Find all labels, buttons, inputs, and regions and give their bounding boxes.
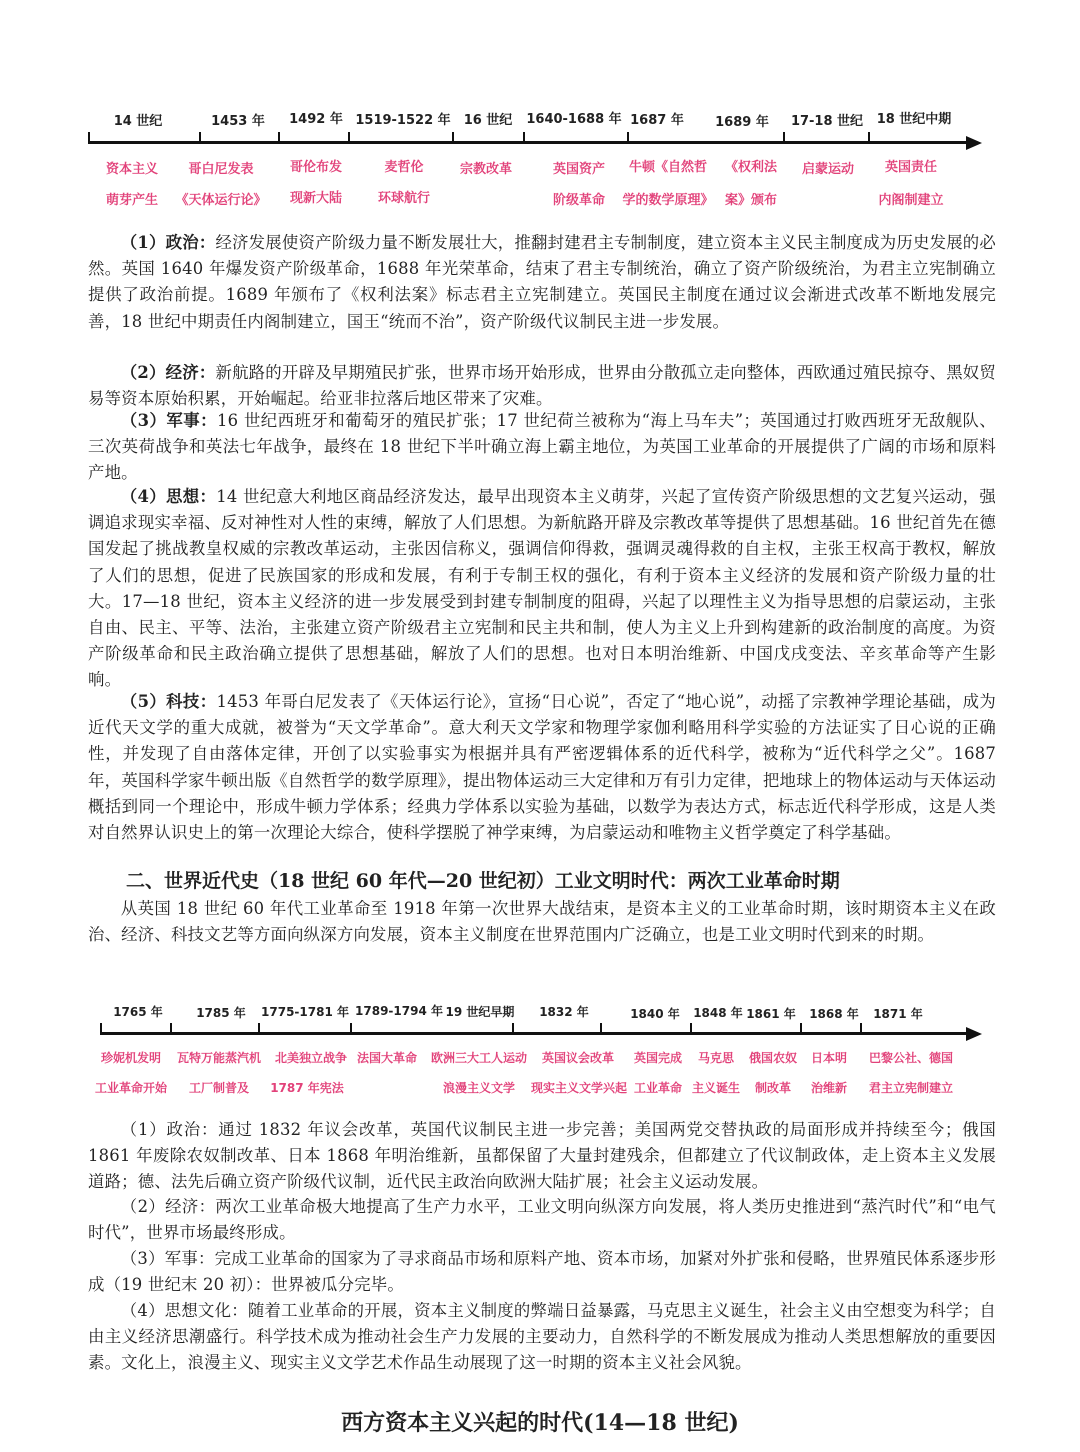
paragraph-economy-2: （2）经济：两次工业革命极大地提高了生产力水平，工业文明向纵深方向发展，将人类历史推进到“蒸汽时代”和“电气时代”，世界市场最终形成。: [88, 1197, 996, 1243]
timeline-event: 北美独立战争: [274, 1051, 348, 1065]
timeline-event: 工业革命开始: [94, 1081, 168, 1095]
timeline-event: 《权利法: [724, 160, 778, 175]
timeline-date: 16 世纪: [463, 113, 513, 128]
paragraph-culture-2: （4）思想文化：随着工业革命的开展，资本主义制度的弊端日益暴露，马克思主义诞生，社会主义由空想变为科学；自由主义经济思潮盛行。科学技术成为推动社会生产力发展的主要动力，自然科学的不断发展成为推动人类思想解放的重要因素。文化上，浪漫主义、现实主义文学艺术作品生动展现了这一时期的资本主义社会风貌。: [88, 1301, 996, 1373]
timeline-tick: [88, 132, 90, 142]
timeline-tick: [258, 1023, 260, 1033]
section-heading: 二、世界近代史（18 世纪 60 年代—20 世纪初）工业文明时代：两次工业革命时期: [126, 870, 840, 892]
timeline-event: 阶级革命: [552, 193, 606, 208]
paragraph-intro: 从英国 18 世纪 60 年代工业革命至 1918 年第一次世界大战结束，是资本主义的工业革命时期，该时期资本主义在政治、经济、科技文艺等方面向纵深方向发展，资本主义制度在世界范围内广泛确立，也是工业文明时代到来的时期。: [88, 899, 996, 945]
timeline-tick: [199, 132, 201, 142]
timeline-date: 1832 年: [539, 1005, 589, 1019]
timeline-tick: [868, 132, 870, 142]
paragraph-military-2: （3）军事：完成工业革命的国家为了寻求商品市场和原料产地、资本市场，加紧对外扩张和侵略，世界殖民体系逐步形成（19 世纪末 20 初）：世界被瓜分完毕。: [88, 1249, 996, 1295]
timeline-tick: [512, 1023, 514, 1033]
timeline-tick: [627, 132, 629, 142]
timeline-date: 19 世纪早期: [445, 1005, 515, 1019]
timeline-event: 现新大陆: [289, 191, 343, 206]
timeline-event: 启蒙运动: [801, 162, 855, 177]
arrow-right-icon: [966, 1027, 982, 1041]
timeline-event: 英国资产: [552, 162, 606, 177]
paragraph-politics: [88, 230, 996, 335]
timeline-event: 哥伦布发: [289, 160, 343, 175]
paragraph-text: 新航路的开辟及早期殖民扩张，世界市场开始形成，世界由分散孤立走向整体，西欧通过殖民掠夺、黑奴贸易等资本原始积累，开始崛起。给亚非拉落后地区带来了灾难。: [88, 363, 996, 409]
paragraph-science: [88, 689, 996, 846]
timeline-event: 浪漫主义文学: [442, 1081, 516, 1095]
timeline-date: 1848 年: [693, 1006, 743, 1020]
timeline-event: 英国完成: [633, 1051, 683, 1065]
timeline-event: 资本主义: [105, 162, 159, 177]
paragraph-text: 1453 年哥白尼发表了《天体运行论》，宣扬“日心说”，否定了“地心说”，动摇了宗教神学理论基础，成为近代天文学的重大成就，被誉为“天文学革命”。意大利天文学家和物理学家伽利略用科学实验的方法证实了日心说的正确性，并发现了自由落体定律，开创了以实验事实为根据并具有严密逻辑体系的近代科学，被称为“近代科学之父”。1687 年，英国科学家牛顿出版《自然哲学的数学原理》，提出物体运动三大定律和万有引力定律，把地球上的物体运动与天体运动概括到同一个理论中，形成牛顿力学体系；经典力学体系以实验为基础，以数学为表达方式，标志近代科学形成，这是人类对自然界认识史上的第一次理论大综合，使科学摆脱了神学束缚，为启蒙运动和唯物主义哲学奠定了科学基础。: [88, 692, 996, 843]
timeline-event: 治维新: [810, 1081, 848, 1095]
timeline-event: 巴黎公社、德国: [868, 1051, 954, 1065]
paragraph-text: 经济发展使资产阶级力量不断发展壮大，推翻封建君主专制制度，建立资本主义民主制度成为历史发展的必然。英国 1640 年爆发资产阶级革命，1688 年光荣革命，结束了君主专制统治，确立了资产阶级统治，为君主立宪制确立提供了政治前提。1689 年颁布了《权利法案》标志君主立宪制建立。英国民主制度在通过议会渐进式改革不断地发展完善，18 世纪中期责任内阁制建立，国王“统而不治”，资产阶级代议制民主进一步发展。: [88, 233, 996, 331]
timeline-date: 17-18 世纪: [790, 114, 864, 129]
timeline-tick: [690, 1023, 692, 1033]
timeline-tick: [523, 132, 525, 142]
timeline-date: 1689 年: [715, 115, 769, 130]
timeline-event: 法国大革命: [356, 1051, 418, 1065]
timeline-tick: [800, 1023, 802, 1033]
timeline-tick: [100, 1023, 102, 1033]
timeline-event: 君主立宪制建立: [868, 1081, 954, 1095]
paragraph-military: [88, 408, 996, 487]
timeline-event: 《天体运行论》: [175, 193, 267, 208]
timeline-date: 1765 年: [113, 1005, 163, 1019]
timeline-event: 环球航行: [377, 191, 431, 206]
timeline-event: 学的数学原理》: [622, 193, 714, 208]
timeline-date: 18 世纪中期: [876, 112, 952, 127]
paragraph-thought: [88, 484, 996, 694]
timeline-date: 1789-1794 年: [355, 1004, 443, 1018]
paragraph-label: （1）政治：: [120, 233, 216, 252]
paragraph-label: （4）思想：: [120, 487, 217, 506]
paragraph-label: （5）科技：: [120, 692, 217, 711]
timeline-date: 1519-1522 年: [355, 113, 451, 128]
paragraph-label: （3）军事：: [120, 411, 217, 430]
timeline-event: 萌芽产生: [105, 193, 159, 208]
timeline-tick: [860, 1023, 862, 1033]
timeline-event: 现实主义文学兴起: [530, 1081, 628, 1095]
timeline-date: 1492 年: [289, 112, 343, 127]
timeline-date: 1453 年: [211, 114, 265, 129]
timeline-event: 瓦特万能蒸汽机: [176, 1051, 262, 1065]
paragraph-economy: [88, 360, 996, 412]
timeline-event: 1787 年宪法: [270, 1081, 344, 1095]
timeline-axis: [100, 1032, 970, 1035]
timeline-date: 14 世纪: [113, 114, 163, 129]
timeline-tick: [600, 1023, 602, 1033]
timeline-event: 工厂制普及: [188, 1081, 250, 1095]
timeline-tick: [348, 132, 350, 142]
paragraph-politics-2: （1）政治：通过 1832 年议会改革，英国代议制民主进一步完善；美国两党交替执政的局面形成并持续至今；俄国 1861 年废除农奴制改革、日本 1868 年明治维新，虽都保留了大量封建残余，但都建立了代议制政体，走上资本主义发展道路；德、法先后确立资产阶级代议制，近代民主政治向欧洲大陆扩展；社会主义运动发展。: [88, 1120, 996, 1192]
timeline-date: 1775-1781 年: [261, 1005, 349, 1019]
paragraph-label: （2）经济：: [120, 363, 216, 382]
timeline-date: 1785 年: [196, 1006, 246, 1020]
timeline-event: 麦哲伦: [384, 160, 424, 175]
timeline-tick: [452, 132, 454, 142]
timeline-date: 1871 年: [873, 1007, 923, 1021]
timeline-event: 工业革命: [633, 1081, 683, 1095]
timeline-event: 日本明: [810, 1051, 848, 1065]
timeline-tick: [350, 1023, 352, 1033]
timeline-event: 牛顿《自然哲: [628, 160, 708, 175]
timeline-date: 1868 年: [809, 1007, 859, 1021]
timeline-date: 1861 年: [746, 1007, 796, 1021]
timeline-event: 主义诞生: [691, 1081, 741, 1095]
timeline-event: 哥白尼发表: [188, 162, 254, 177]
timeline-event: 内阁制建立: [878, 193, 944, 208]
paragraph-text: 16 世纪西班牙和葡萄牙的殖民扩张；17 世纪荷兰被称为“海上马车夫”；英国通过打败西班牙无敌舰队、三次英荷战争和英法七年战争，最终在 18 世纪下半叶确立海上霸主地位，为英国工业革命的开展提供了广阔的市场和原料产地。: [88, 411, 997, 483]
page-title: 西方资本主义兴起的时代(14—18 世纪): [341, 1410, 739, 1436]
timeline-date: 1840 年: [630, 1007, 680, 1021]
timeline-event: 宗教改革: [459, 162, 513, 177]
timeline-date: 1687 年: [630, 113, 684, 128]
timeline-event: 案》颁布: [724, 193, 778, 208]
timeline-event: 制改革: [754, 1081, 792, 1095]
timeline-event: 俄国农奴: [748, 1051, 798, 1065]
timeline-axis: [88, 141, 968, 144]
arrow-right-icon: [966, 136, 982, 150]
timeline-event: 马克思: [697, 1051, 735, 1065]
timeline-event: 英国议会改革: [541, 1051, 615, 1065]
timeline-event: 珍妮机发明: [100, 1051, 162, 1065]
timeline-event: 欧洲三大工人运动: [430, 1051, 528, 1065]
timeline-tick: [783, 132, 785, 142]
timeline-event: 英国责任: [884, 160, 938, 175]
timeline-tick: [278, 132, 280, 142]
timeline-tick: [170, 1023, 172, 1033]
timeline-date: 1640-1688 年: [526, 112, 622, 127]
paragraph-text: 14 世纪意大利地区商品经济发达，最早出现资本主义萌芽，兴起了宣传资产阶级思想的文艺复兴运动，强调追求现实幸福、反对神性对人性的束缚，解放了人们思想。为新航路开辟及宗教改革等提供了思想基础。16 世纪首先在德国发起了挑战教皇权威的宗教改革运动，主张因信称义，强调信仰得救，强调灵魂得救的自主权，主张王权高于教权，解放了人们的思想，促进了民族国家的形成和发展，有利于专制王权的强化，有利于资本主义经济的发展和资产阶级力量的壮大。17—18 世纪，资本主义经济的进一步发展受到封建专制制度的阻碍，兴起了以理性主义为指导思想的启蒙运动，主张自由、民主、平等、法治，主张建立资产阶级君主立宪制和民主共和制，使人为主义上升到构建新的政治制度的高度。为资产阶级革命和民主政治确立提供了思想基础，解放了人们的思想。也对日本明治维新、中国戊戌变法、辛亥革命等产生影响。: [88, 487, 996, 690]
